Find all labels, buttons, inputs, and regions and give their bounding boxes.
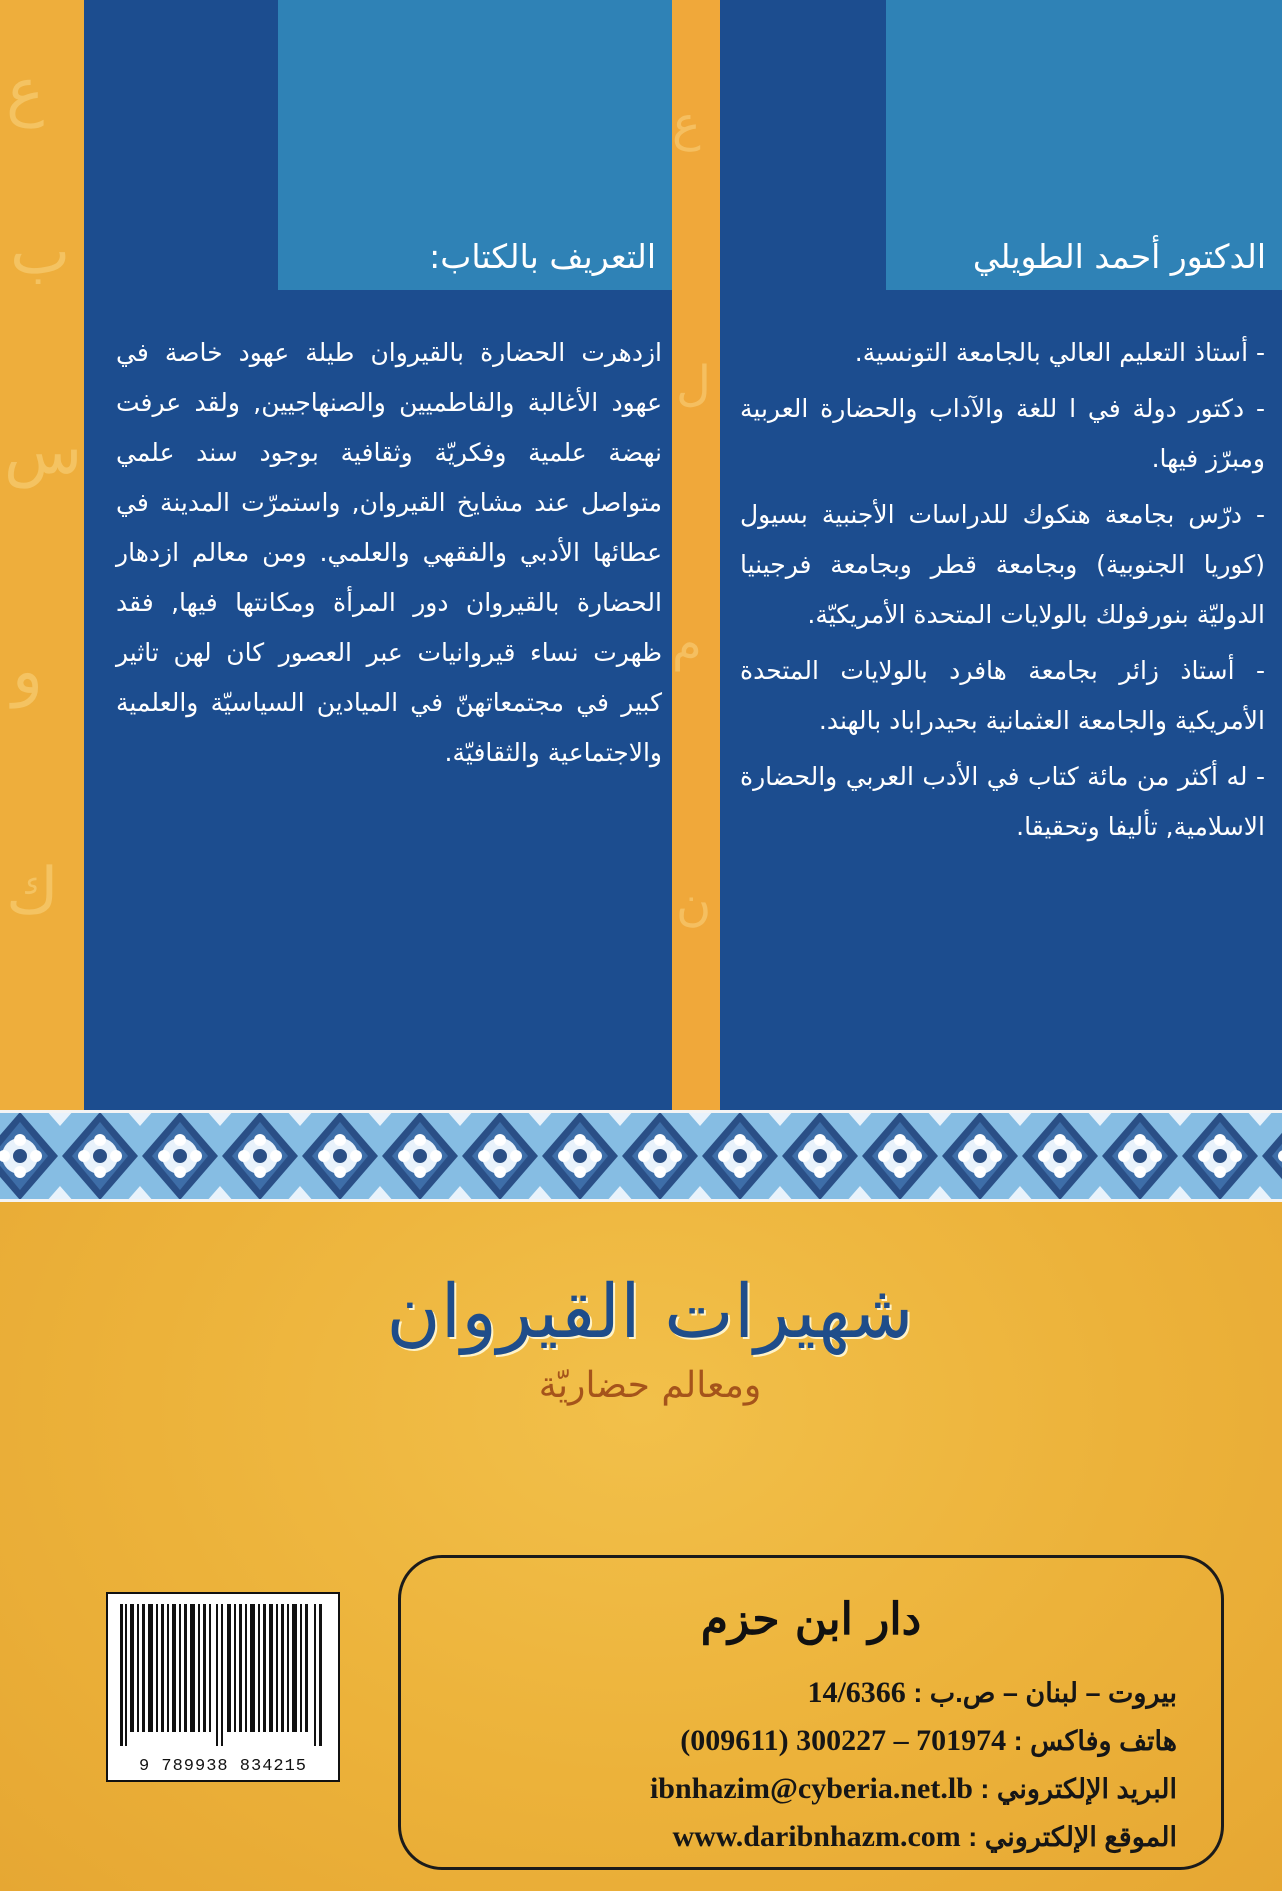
publisher-info-box bbox=[398, 1555, 1224, 1870]
left-decor-strip bbox=[0, 0, 84, 1110]
isbn-number: 9 789938 834215 bbox=[138, 1757, 308, 1776]
author-bio bbox=[740, 328, 1265, 858]
decor-calligraphy: و bbox=[12, 635, 43, 709]
barcode-bars bbox=[108, 1594, 338, 1754]
website-value[interactable]: www.daribnhazm.com bbox=[672, 1820, 961, 1853]
address-value: 14/6366 bbox=[807, 1676, 906, 1709]
decor-calligraphy: ل bbox=[676, 356, 711, 412]
ornamental-pattern-band bbox=[0, 1110, 1282, 1202]
book-title: شهيرات القيروان bbox=[386, 1269, 914, 1355]
book-intro-panel bbox=[84, 0, 672, 1110]
book-subtitle: ومعالم حضاريّة bbox=[538, 1365, 762, 1406]
isbn-barcode bbox=[106, 1592, 340, 1782]
author-name: الدكتور أحمد الطويلي bbox=[972, 237, 1266, 276]
decor-calligraphy: ع bbox=[672, 96, 701, 152]
book-title-block bbox=[300, 1269, 1000, 1406]
email-value[interactable]: ibnhazim@cyberia.net.lb bbox=[649, 1772, 973, 1805]
book-intro-heading: التعريف بالكتاب: bbox=[429, 237, 656, 276]
book-intro-text: ازدهرت الحضارة بالقيروان طيلة عهود خاصة في عهود الأغالبة والفاطميين والصنهاجيين, ولقد عرفت نهضة علمية وفكريّة وثقافية بوجود سند علمي متواصل عند مشايخ القيروان, واستمرّت المدينة في عطائها الأدبي والفقهي والعلمي. ومن معالم ازدهار الحضارة بالقيروان دور المرأة ومكانتها فيها, فقد ظهرت نساء قيروانيات عبر العصور كان لهن تاثير كبير في مجتمعاتهنّ في الميادين السياسيّة والعلمية والاجتماعية والثقافيّة. bbox=[116, 338, 662, 767]
author-bio-item: - درّس بجامعة هنكوك للدراسات الأجنبية بسيول (كوريا الجنوبية) وبجامعة قطر وبجامعة فرجينيا الدوليّة بنورفولك بالولايات المتحدة الأمريكيّة. bbox=[740, 500, 1265, 629]
book-intro-header bbox=[278, 0, 672, 290]
geometric-pattern bbox=[0, 1110, 1282, 1202]
phone-value: (009611) 300227 – 701974 bbox=[680, 1724, 1007, 1757]
author-bio-item: - أستاذ التعليم العالي بالجامعة التونسية. bbox=[854, 338, 1265, 367]
publisher-website bbox=[437, 1820, 1177, 1854]
phone-label: هاتف وفاكس : bbox=[1013, 1726, 1177, 1756]
publisher-email bbox=[437, 1772, 1177, 1806]
author-bio-item: - دكتور دولة في ا للغة والآداب والحضارة العربية ومبرّز فيها. bbox=[740, 394, 1265, 473]
author-bio-item: - له أكثر من مائة كتاب في الأدب العربي والحضارة الاسلامية, تأليفا وتحقيقا. bbox=[740, 762, 1265, 841]
publisher-name: دار ابن حزم bbox=[700, 1594, 922, 1645]
decor-calligraphy: ع bbox=[6, 55, 45, 129]
decor-calligraphy: ك bbox=[6, 855, 59, 929]
publisher-address bbox=[437, 1676, 1177, 1710]
author-bio-item: - أستاذ زائر بجامعة هافرد بالولايات المتحدة الأمريكية والجامعة العثمانية بحيدراباد بالهند. bbox=[740, 656, 1265, 735]
publisher-phone bbox=[437, 1724, 1177, 1758]
email-label: البريد الإلكتروني : bbox=[980, 1774, 1177, 1804]
author-header bbox=[886, 0, 1282, 290]
decor-calligraphy: س bbox=[4, 415, 83, 489]
decor-calligraphy: م bbox=[672, 616, 702, 672]
decor-calligraphy: ب bbox=[10, 215, 71, 289]
author-panel bbox=[720, 0, 1282, 1110]
decor-calligraphy: ن bbox=[676, 876, 712, 932]
middle-decor-strip bbox=[672, 0, 720, 1110]
address-label: بيروت – لبنان – ص.ب : bbox=[913, 1678, 1177, 1708]
website-label: الموقع الإلكتروني : bbox=[968, 1822, 1177, 1852]
